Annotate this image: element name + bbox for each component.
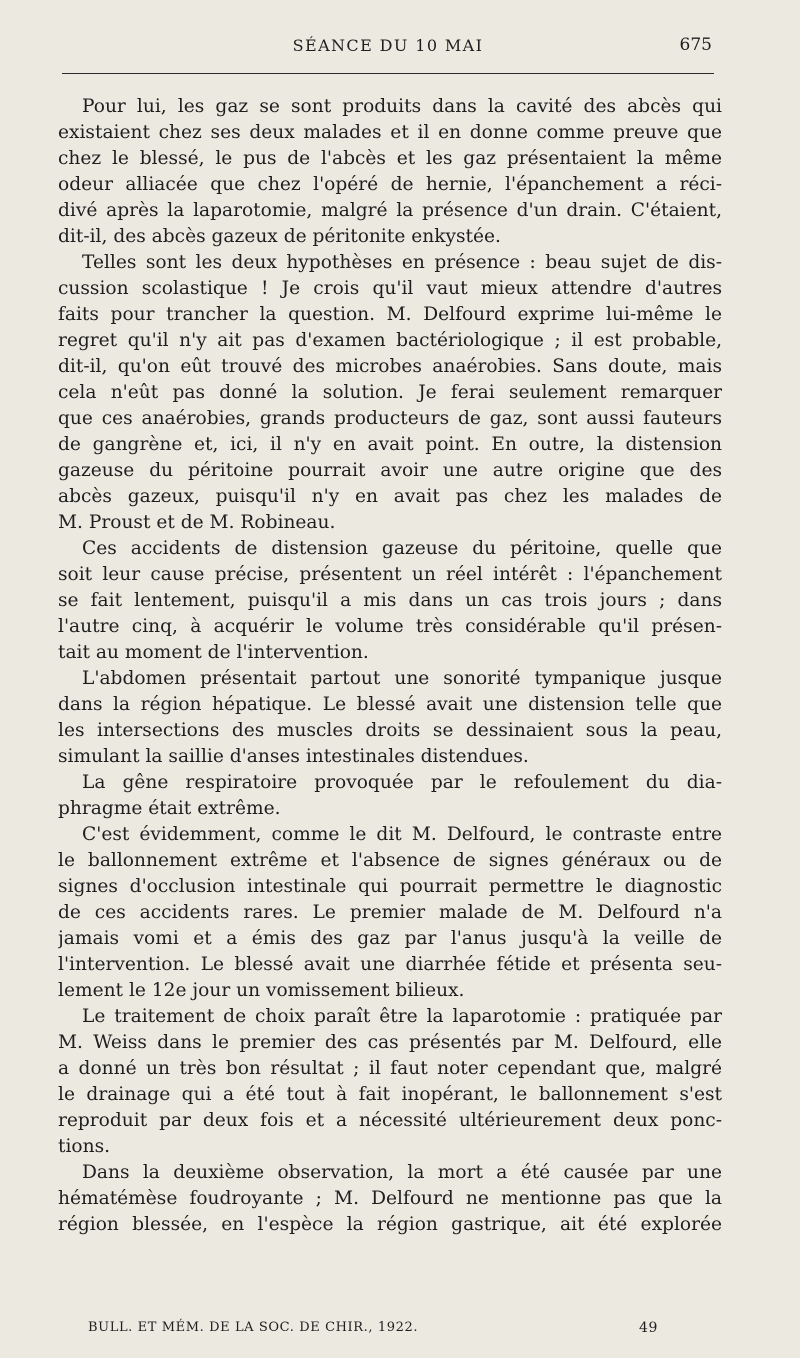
text-line: région blessée, en l'espèce la région gastrique, ait été explorée	[58, 1214, 722, 1235]
text-line: jamais vomi et a émis des gaz par l'anus jusqu'à la veille de	[58, 928, 722, 949]
text-line: abcès gazeux, puisqu'il n'y en avait pas chez les malades de	[58, 486, 722, 507]
text-line: faits pour trancher la question. M. Delfourd exprime lui-même le	[58, 304, 722, 325]
text-line: chez le blessé, le pus de l'abcès et les gaz présentaient la même	[58, 148, 722, 169]
text-line: dans la région hépatique. Le blessé avait une distension telle que	[58, 694, 722, 715]
text-line: signes d'occlusion intestinale qui pourrait permettre le diagnostic	[58, 876, 722, 897]
text-line: La gêne respiratoire provoquée par le refoulement du dia-	[82, 772, 722, 793]
signature-mark: 49	[638, 1320, 658, 1336]
text-line: Pour lui, les gaz se sont produits dans la cavité des abcès qui	[82, 96, 722, 117]
text-line: Ces accidents de distension gazeuse du péritoine, quelle que	[82, 538, 722, 559]
text-line: regret qu'il n'y ait pas d'examen bactériologique ; il est probable,	[58, 330, 722, 351]
text-line: a donné un très bon résultat ; il faut noter cependant que, malgré	[58, 1058, 722, 1079]
text-line: tions.	[58, 1136, 111, 1157]
page-number: 675	[679, 35, 712, 55]
text-line: C'est évidemment, comme le dit M. Delfourd, le contraste entre	[82, 824, 722, 845]
text-line: lement le 12e jour un vomissement bilieux.	[58, 980, 465, 1001]
header-rule	[62, 73, 714, 74]
text-line: de ces accidents rares. Le premier malade de M. Delfourd n'a	[58, 902, 722, 923]
text-line: l'autre cinq, à acquérir le volume très considérable qu'il présen-	[58, 616, 722, 637]
text-line: les intersections des muscles droits se dessinaient sous la peau,	[58, 720, 722, 741]
text-line: Dans la deuxième observation, la mort a été causée par une	[82, 1162, 722, 1183]
text-line: le drainage qui a été tout à fait inopérant, le ballonnement s'est	[58, 1084, 722, 1105]
text-line: existaient chez ses deux malades et il en donne comme preuve que	[58, 122, 722, 143]
text-line: que ces anaérobies, grands producteurs de gaz, sont aussi fauteurs	[58, 408, 722, 429]
text-line: cussion scolastique ! Je crois qu'il vaut mieux attendre d'autres	[58, 278, 722, 299]
text-line: dit-il, qu'on eût trouvé des microbes anaérobies. Sans doute, mais	[58, 356, 722, 377]
text-line: tait au moment de l'intervention.	[58, 642, 369, 663]
text-line: odeur alliacée que chez l'opéré de hernie, l'épanchement a réci-	[58, 174, 722, 195]
running-title: SÉANCE DU 10 MAI	[292, 36, 484, 55]
body-text	[58, 94, 722, 1238]
text-line: M. Proust et de M. Robineau.	[58, 512, 336, 533]
text-line: de gangrène et, ici, il n'y en avait point. En outre, la distension	[58, 434, 722, 455]
text-line: Telles sont les deux hypothèses en présence : beau sujet de dis-	[82, 252, 722, 273]
text-line: divé après la laparotomie, malgré la présence d'un drain. C'étaient,	[58, 200, 722, 221]
text-line: le ballonnement extrême et l'absence de signes généraux ou de	[58, 850, 722, 871]
text-line: gazeuse du péritoine pourrait avoir une autre origine que des	[58, 460, 722, 481]
page-footer	[88, 1318, 658, 1340]
text-line: hématémèse foudroyante ; M. Delfourd ne mentionne pas que la	[58, 1188, 722, 1209]
text-line: simulant la saillie d'anses intestinales distendues.	[58, 746, 529, 767]
running-header	[58, 34, 718, 60]
text-line: se fait lentement, puisqu'il a mis dans un cas trois jours ; dans	[58, 590, 722, 611]
text-line: L'abdomen présentait partout une sonorité tympanique jusque	[82, 668, 722, 689]
text-line: phragme était extrême.	[58, 798, 281, 819]
journal-citation: BULL. ET MÉM. DE LA SOC. DE CHIR., 1922.	[88, 1320, 419, 1335]
text-line: dit-il, des abcès gazeux de péritonite enkystée.	[58, 226, 501, 247]
text-line: Le traitement de choix paraît être la laparotomie : pratiquée par	[82, 1006, 722, 1027]
text-line: M. Weiss dans le premier des cas présentés par M. Delfourd, elle	[58, 1032, 722, 1053]
text-line: soit leur cause précise, présentent un réel intérêt : l'épanchement	[58, 564, 722, 585]
text-line: cela n'eût pas donné la solution. Je ferai seulement remarquer	[58, 382, 722, 403]
text-line: reproduit par deux fois et a nécessité ultérieurement deux ponc-	[58, 1110, 722, 1131]
text-line: l'intervention. Le blessé avait une diarrhée fétide et présenta seu-	[58, 954, 722, 975]
